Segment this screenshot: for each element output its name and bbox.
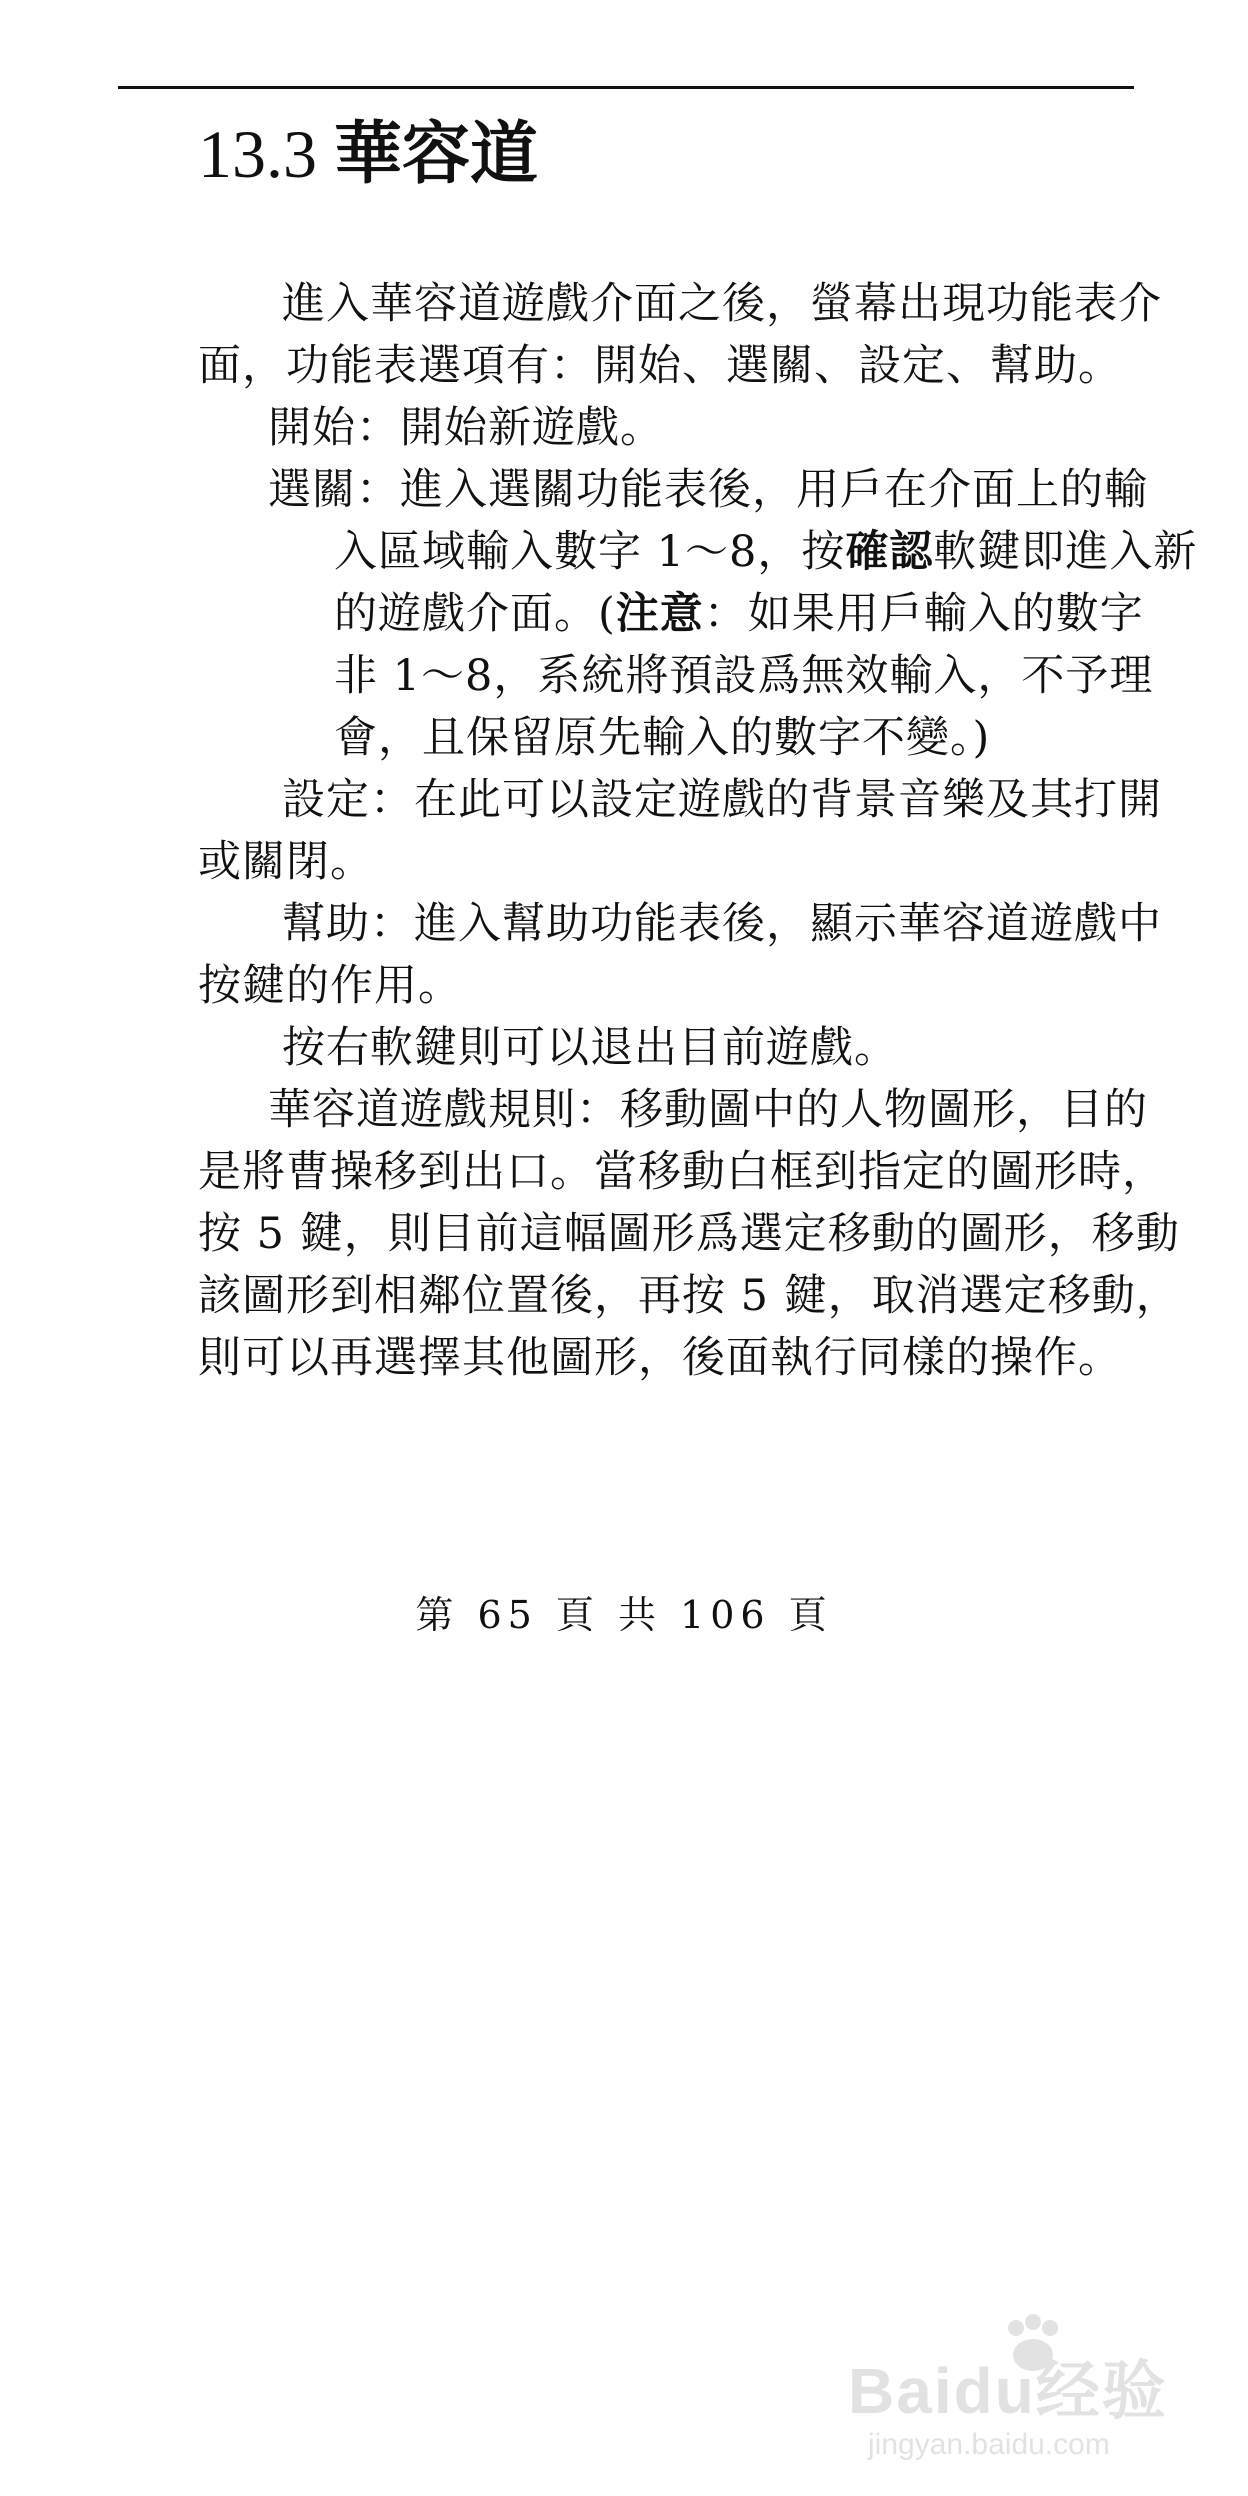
body-line: 或關閉。 (198, 837, 374, 887)
top-rule (118, 86, 1134, 89)
body-line: 按 5 鍵，則目前這幅圖形爲選定移動的圖形，移動 (198, 1209, 1180, 1259)
section-number: 13.3 (198, 116, 317, 192)
bold-term: 確認 (845, 527, 934, 577)
body-line: 選關：進入選關功能表後，用戶在介面上的輸 (268, 465, 1148, 515)
body-line (334, 586, 1144, 642)
section-title-text: 華容道 (334, 116, 539, 192)
section-title (198, 112, 538, 196)
watermark-url: jingyan.baidu.com (868, 2428, 1110, 2461)
text-run: ：如果用戶輸入的數字 (703, 589, 1144, 639)
body-line: 該圖形到相鄰位置後，再按 5 鍵，取消選定移動， (198, 1271, 1180, 1321)
body-line: 進入華容道遊戲介面之後，螢幕出現功能表介 (282, 279, 1162, 329)
text-run: 入區域輸入數字 1～8，按 (334, 527, 846, 577)
body-line: 華容道遊戲規則：移動圖中的人物圖形，目的 (268, 1085, 1148, 1135)
watermark-logo: Baidu经验 (848, 2355, 1168, 2427)
baidu-watermark (848, 2310, 1178, 2480)
body-line: 面，功能表選項有：開始、選關、設定、幫助。 (198, 341, 1122, 391)
body-line: 非 1～8，系統將預設爲無效輸入，不予理 (334, 651, 1154, 701)
body-line: 是將曹操移到出口。當移動白框到指定的圖形時， (198, 1147, 1166, 1197)
body-line: 則可以再選擇其他圖形，後面執行同樣的操作。 (198, 1333, 1122, 1383)
body-line: 設定：在此可以設定遊戲的背景音樂及其打開 (282, 775, 1162, 825)
body-line: 幫助：進入幫助功能表後，顯示華容道遊戲中 (282, 899, 1162, 949)
text-run: 軟鍵即進入新 (933, 527, 1198, 577)
page-number: 第 65 頁 共 106 頁 (415, 1593, 833, 1637)
bold-term: 注意 (615, 589, 704, 639)
text-run: 的遊戲介面。( (334, 589, 616, 639)
body-line (334, 524, 1197, 580)
body-line: 會，且保留原先輸入的數字不變。) (334, 713, 991, 763)
body-line: 開始：開始新遊戲。 (268, 403, 664, 453)
body-line: 按鍵的作用。 (198, 961, 462, 1011)
body-line: 按右軟鍵則可以退出目前遊戲。 (282, 1023, 898, 1073)
